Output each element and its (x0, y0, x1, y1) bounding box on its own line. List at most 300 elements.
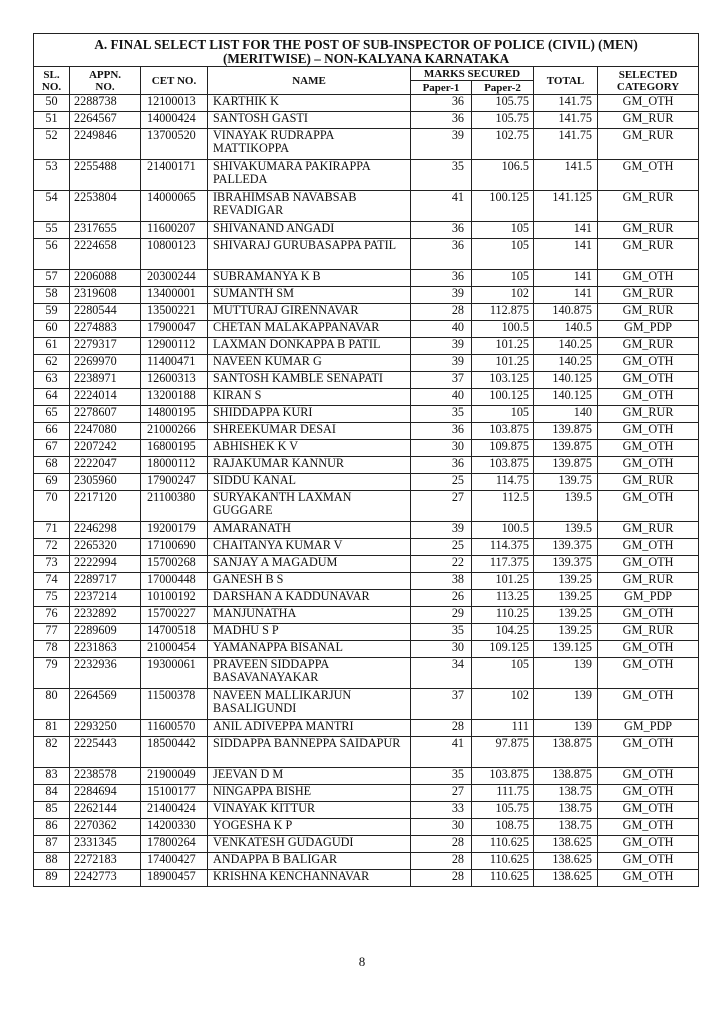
cell-cet-no: 17400427 (141, 853, 208, 870)
cell-sl-no: 80 (34, 689, 70, 720)
table-row (34, 389, 699, 406)
cell-paper-1: 37 (411, 689, 472, 720)
cell-category: GM_OTH (598, 539, 699, 556)
table-row (34, 819, 699, 836)
cell-paper-2: 114.75 (472, 474, 534, 491)
cell-name: IBRAHIMSAB NAVABSAB REVADIGAR (208, 191, 411, 222)
cell-name: SHIVARAJ GURUBASAPPA PATIL (208, 239, 411, 270)
cell-category: GM_OTH (598, 737, 699, 768)
cell-cet-no: 11600570 (141, 720, 208, 737)
cell-cet-no: 18500442 (141, 737, 208, 768)
cell-name: RAJAKUMAR KANNUR (208, 457, 411, 474)
cell-appn-no: 2224014 (70, 389, 141, 406)
cell-sl-no: 71 (34, 522, 70, 539)
cell-paper-2: 101.25 (472, 338, 534, 355)
cell-total: 141 (534, 239, 598, 270)
title-line-1: A. FINAL SELECT LIST FOR THE POST OF SUB-INSPECTOR OF POLICE (CIVIL) (MEN) (94, 36, 638, 52)
cell-appn-no: 2232892 (70, 607, 141, 624)
cell-sl-no: 72 (34, 539, 70, 556)
cell-paper-2: 113.25 (472, 590, 534, 607)
cell-cet-no: 17000448 (141, 573, 208, 590)
cell-category: GM_PDP (598, 720, 699, 737)
cell-sl-no: 85 (34, 802, 70, 819)
cell-sl-no: 84 (34, 785, 70, 802)
cell-sl-no: 78 (34, 641, 70, 658)
cell-category: GM_RUR (598, 287, 699, 304)
cell-total: 138.875 (534, 768, 598, 785)
cell-name: MANJUNATHA (208, 607, 411, 624)
cell-sl-no: 89 (34, 870, 70, 887)
document-title (34, 34, 699, 67)
table-row (34, 853, 699, 870)
cell-total: 139.5 (534, 491, 598, 522)
cell-cet-no: 21000266 (141, 423, 208, 440)
cell-total: 141.75 (534, 95, 598, 112)
header-row-1 (34, 67, 699, 81)
cell-paper-2: 101.25 (472, 573, 534, 590)
cell-sl-no: 54 (34, 191, 70, 222)
cell-total: 139 (534, 658, 598, 689)
cell-category: GM_OTH (598, 95, 699, 112)
table-row (34, 836, 699, 853)
table-row (34, 95, 699, 112)
cell-paper-2: 111.75 (472, 785, 534, 802)
header-name: NAME (208, 67, 411, 95)
cell-appn-no: 2288738 (70, 95, 141, 112)
cell-sl-no: 74 (34, 573, 70, 590)
cell-total: 140.25 (534, 338, 598, 355)
table-row (34, 870, 699, 887)
cell-paper-1: 25 (411, 539, 472, 556)
cell-paper-2: 103.875 (472, 423, 534, 440)
cell-total: 138.75 (534, 802, 598, 819)
cell-appn-no: 2284694 (70, 785, 141, 802)
cell-name: SIDDU KANAL (208, 474, 411, 491)
cell-total: 140.125 (534, 389, 598, 406)
cell-appn-no: 2264567 (70, 112, 141, 129)
cell-name: ANDAPPA B BALIGAR (208, 853, 411, 870)
cell-paper-1: 27 (411, 491, 472, 522)
cell-name: DARSHAN A KADDUNAVAR (208, 590, 411, 607)
cell-sl-no: 65 (34, 406, 70, 423)
cell-cet-no: 20300244 (141, 270, 208, 287)
cell-paper-1: 39 (411, 355, 472, 372)
cell-paper-2: 114.375 (472, 539, 534, 556)
cell-appn-no: 2265320 (70, 539, 141, 556)
cell-name: NINGAPPA BISHE (208, 785, 411, 802)
table-row (34, 641, 699, 658)
header-cet-no: CET NO. (141, 67, 208, 95)
table-row (34, 522, 699, 539)
cell-name: YAMANAPPA BISANAL (208, 641, 411, 658)
cell-appn-no: 2274883 (70, 321, 141, 338)
cell-sl-no: 59 (34, 304, 70, 321)
table-row (34, 129, 699, 160)
cell-paper-2: 103.875 (472, 457, 534, 474)
cell-appn-no: 2206088 (70, 270, 141, 287)
cell-name: VINAYAK RUDRAPPA MATTIKOPPA (208, 129, 411, 160)
cell-sl-no: 76 (34, 607, 70, 624)
cell-cet-no: 14800195 (141, 406, 208, 423)
title-row (34, 34, 699, 67)
cell-paper-1: 28 (411, 304, 472, 321)
table-row (34, 304, 699, 321)
cell-name: SUMANTH SM (208, 287, 411, 304)
cell-category: GM_OTH (598, 160, 699, 191)
page-number: 8 (358, 954, 366, 969)
cell-paper-1: 35 (411, 406, 472, 423)
cell-paper-1: 30 (411, 440, 472, 457)
cell-paper-2: 112.5 (472, 491, 534, 522)
cell-cet-no: 14700518 (141, 624, 208, 641)
cell-paper-2: 103.875 (472, 768, 534, 785)
cell-paper-1: 36 (411, 95, 472, 112)
cell-total: 139 (534, 689, 598, 720)
table-row (34, 191, 699, 222)
cell-total: 141 (534, 222, 598, 239)
cell-paper-1: 29 (411, 607, 472, 624)
cell-sl-no: 82 (34, 737, 70, 768)
table-row (34, 112, 699, 129)
cell-total: 139.875 (534, 457, 598, 474)
cell-sl-no: 61 (34, 338, 70, 355)
cell-sl-no: 69 (34, 474, 70, 491)
cell-category: GM_OTH (598, 870, 699, 887)
table-row (34, 222, 699, 239)
cell-name: SHREEKUMAR DESAI (208, 423, 411, 440)
cell-sl-no: 63 (34, 372, 70, 389)
cell-paper-1: 30 (411, 819, 472, 836)
cell-paper-1: 37 (411, 372, 472, 389)
cell-paper-2: 105 (472, 406, 534, 423)
cell-total: 140.875 (534, 304, 598, 321)
cell-category: GM_OTH (598, 607, 699, 624)
cell-appn-no: 2289609 (70, 624, 141, 641)
cell-name: KIRAN S (208, 389, 411, 406)
cell-cet-no: 21400424 (141, 802, 208, 819)
table-row (34, 539, 699, 556)
cell-total: 138.625 (534, 870, 598, 887)
cell-paper-1: 35 (411, 768, 472, 785)
cell-paper-1: 25 (411, 474, 472, 491)
header-paper-2: Paper-2 (472, 81, 534, 95)
cell-cet-no: 15700227 (141, 607, 208, 624)
cell-category: GM_PDP (598, 590, 699, 607)
table-row (34, 720, 699, 737)
cell-name: LAXMAN DONKAPPA B PATIL (208, 338, 411, 355)
cell-paper-1: 28 (411, 720, 472, 737)
cell-category: GM_OTH (598, 658, 699, 689)
cell-cet-no: 12600313 (141, 372, 208, 389)
cell-sl-no: 60 (34, 321, 70, 338)
cell-name: CHETAN MALAKAPPANAVAR (208, 321, 411, 338)
cell-appn-no: 2279317 (70, 338, 141, 355)
cell-cet-no: 15100177 (141, 785, 208, 802)
cell-cet-no: 13200188 (141, 389, 208, 406)
cell-paper-2: 111 (472, 720, 534, 737)
cell-category: GM_RUR (598, 406, 699, 423)
cell-appn-no: 2249846 (70, 129, 141, 160)
cell-sl-no: 79 (34, 658, 70, 689)
header-sl-no: SL. NO. (34, 67, 70, 95)
cell-appn-no: 2264569 (70, 689, 141, 720)
cell-cet-no: 19300061 (141, 658, 208, 689)
cell-cet-no: 11400471 (141, 355, 208, 372)
cell-paper-2: 110.625 (472, 853, 534, 870)
cell-paper-1: 36 (411, 222, 472, 239)
cell-name: NAVEEN MALLIKARJUN BASALIGUNDI (208, 689, 411, 720)
cell-total: 141 (534, 270, 598, 287)
cell-total: 141.125 (534, 191, 598, 222)
cell-paper-2: 97.875 (472, 737, 534, 768)
cell-category: GM_RUR (598, 522, 699, 539)
table-row (34, 270, 699, 287)
cell-appn-no: 2305960 (70, 474, 141, 491)
cell-total: 139.125 (534, 641, 598, 658)
cell-category: GM_OTH (598, 768, 699, 785)
header-appn-no: APPN. NO. (70, 67, 141, 95)
cell-category: GM_RUR (598, 624, 699, 641)
cell-category: GM_OTH (598, 556, 699, 573)
cell-appn-no: 2207242 (70, 440, 141, 457)
cell-paper-1: 35 (411, 160, 472, 191)
cell-paper-2: 117.375 (472, 556, 534, 573)
table-row (34, 607, 699, 624)
cell-cet-no: 21900049 (141, 768, 208, 785)
cell-total: 139 (534, 720, 598, 737)
table-row (34, 239, 699, 270)
cell-sl-no: 68 (34, 457, 70, 474)
cell-category: GM_RUR (598, 129, 699, 160)
cell-total: 139.375 (534, 556, 598, 573)
cell-cet-no: 17900247 (141, 474, 208, 491)
cell-paper-1: 39 (411, 287, 472, 304)
cell-total: 139.25 (534, 607, 598, 624)
select-list-sheet (33, 33, 698, 887)
table-row (34, 355, 699, 372)
table-row (34, 768, 699, 785)
cell-paper-1: 36 (411, 423, 472, 440)
cell-total: 141.75 (534, 112, 598, 129)
cell-paper-2: 100.5 (472, 522, 534, 539)
cell-total: 140 (534, 406, 598, 423)
table-row (34, 737, 699, 768)
cell-paper-2: 110.625 (472, 836, 534, 853)
cell-appn-no: 2262144 (70, 802, 141, 819)
cell-sl-no: 64 (34, 389, 70, 406)
cell-total: 138.625 (534, 853, 598, 870)
cell-name: KRISHNA KENCHANNAVAR (208, 870, 411, 887)
cell-paper-1: 40 (411, 389, 472, 406)
cell-category: GM_OTH (598, 372, 699, 389)
cell-total: 138.75 (534, 785, 598, 802)
cell-appn-no: 2272183 (70, 853, 141, 870)
cell-sl-no: 58 (34, 287, 70, 304)
cell-name: VINAYAK KITTUR (208, 802, 411, 819)
cell-category: GM_RUR (598, 191, 699, 222)
header-total: TOTAL (534, 67, 598, 95)
cell-sl-no: 51 (34, 112, 70, 129)
cell-sl-no: 67 (34, 440, 70, 457)
cell-total: 139.25 (534, 624, 598, 641)
cell-total: 138.625 (534, 836, 598, 853)
cell-appn-no: 2238578 (70, 768, 141, 785)
cell-paper-1: 30 (411, 641, 472, 658)
cell-paper-2: 110.25 (472, 607, 534, 624)
cell-name: SHIDDAPPA KURI (208, 406, 411, 423)
cell-paper-2: 102.75 (472, 129, 534, 160)
table-row (34, 321, 699, 338)
cell-total: 138.875 (534, 737, 598, 768)
cell-appn-no: 2232936 (70, 658, 141, 689)
cell-appn-no: 2331345 (70, 836, 141, 853)
select-list-table (33, 33, 699, 887)
cell-category: GM_RUR (598, 239, 699, 270)
cell-paper-1: 36 (411, 270, 472, 287)
table-row (34, 590, 699, 607)
cell-total: 141.5 (534, 160, 598, 191)
cell-appn-no: 2269970 (70, 355, 141, 372)
cell-cet-no: 17900047 (141, 321, 208, 338)
cell-category: GM_OTH (598, 389, 699, 406)
cell-sl-no: 66 (34, 423, 70, 440)
cell-name: JEEVAN D M (208, 768, 411, 785)
cell-paper-2: 102 (472, 287, 534, 304)
cell-category: GM_OTH (598, 802, 699, 819)
table-row (34, 457, 699, 474)
cell-total: 139.875 (534, 440, 598, 457)
cell-cet-no: 18000112 (141, 457, 208, 474)
cell-category: GM_OTH (598, 785, 699, 802)
cell-total: 139.25 (534, 590, 598, 607)
cell-name: CHAITANYA KUMAR V (208, 539, 411, 556)
cell-appn-no: 2237214 (70, 590, 141, 607)
cell-cet-no: 21100380 (141, 491, 208, 522)
cell-paper-1: 26 (411, 590, 472, 607)
cell-sl-no: 52 (34, 129, 70, 160)
table-row (34, 338, 699, 355)
cell-name: YOGESHA K P (208, 819, 411, 836)
cell-name: SUBRAMANYA K B (208, 270, 411, 287)
header-paper-1: Paper-1 (411, 81, 472, 95)
cell-appn-no: 2224658 (70, 239, 141, 270)
cell-sl-no: 77 (34, 624, 70, 641)
cell-sl-no: 62 (34, 355, 70, 372)
cell-paper-2: 100.125 (472, 191, 534, 222)
cell-appn-no: 2293250 (70, 720, 141, 737)
cell-sl-no: 55 (34, 222, 70, 239)
cell-name: SANTOSH KAMBLE SENAPATI (208, 372, 411, 389)
cell-name: SURYAKANTH LAXMAN GUGGARE (208, 491, 411, 522)
cell-appn-no: 2242773 (70, 870, 141, 887)
cell-appn-no: 2289717 (70, 573, 141, 590)
cell-total: 139.875 (534, 423, 598, 440)
cell-cet-no: 12100013 (141, 95, 208, 112)
cell-appn-no: 2246298 (70, 522, 141, 539)
cell-category: GM_OTH (598, 853, 699, 870)
table-row (34, 785, 699, 802)
table-row (34, 802, 699, 819)
table-row (34, 372, 699, 389)
header-selected-category: SELECTED CATEGORY (598, 67, 699, 95)
cell-sl-no: 83 (34, 768, 70, 785)
cell-category: GM_OTH (598, 819, 699, 836)
cell-appn-no: 2238971 (70, 372, 141, 389)
cell-category: GM_OTH (598, 836, 699, 853)
cell-paper-1: 28 (411, 870, 472, 887)
cell-sl-no: 86 (34, 819, 70, 836)
cell-category: GM_RUR (598, 304, 699, 321)
cell-paper-1: 28 (411, 853, 472, 870)
cell-category: GM_OTH (598, 423, 699, 440)
cell-name: SHIVANAND ANGADI (208, 222, 411, 239)
cell-cet-no: 11500378 (141, 689, 208, 720)
cell-paper-1: 39 (411, 522, 472, 539)
cell-paper-2: 106.5 (472, 160, 534, 191)
cell-paper-2: 112.875 (472, 304, 534, 321)
table-row (34, 689, 699, 720)
cell-appn-no: 2225443 (70, 737, 141, 768)
cell-name: VENKATESH GUDAGUDI (208, 836, 411, 853)
cell-paper-1: 22 (411, 556, 472, 573)
cell-cet-no: 10100192 (141, 590, 208, 607)
cell-sl-no: 87 (34, 836, 70, 853)
table-row (34, 287, 699, 304)
cell-sl-no: 88 (34, 853, 70, 870)
cell-category: GM_RUR (598, 338, 699, 355)
cell-appn-no: 2270362 (70, 819, 141, 836)
cell-paper-2: 105.75 (472, 95, 534, 112)
table-row (34, 423, 699, 440)
cell-paper-2: 105 (472, 270, 534, 287)
cell-sl-no: 73 (34, 556, 70, 573)
table-row (34, 440, 699, 457)
cell-total: 139.375 (534, 539, 598, 556)
cell-name: SIDDAPPA BANNEPPA SAIDAPUR (208, 737, 411, 768)
cell-paper-2: 108.75 (472, 819, 534, 836)
cell-name: SANJAY A MAGADUM (208, 556, 411, 573)
cell-cet-no: 18900457 (141, 870, 208, 887)
cell-name: GANESH B S (208, 573, 411, 590)
cell-cet-no: 14000065 (141, 191, 208, 222)
cell-category: GM_OTH (598, 270, 699, 287)
cell-appn-no: 2217120 (70, 491, 141, 522)
cell-cet-no: 12900112 (141, 338, 208, 355)
cell-name: SHIVAKUMARA PAKIRAPPA PALLEDA (208, 160, 411, 191)
cell-paper-2: 109.875 (472, 440, 534, 457)
cell-name: PRAVEEN SIDDAPPA BASAVANAYAKAR (208, 658, 411, 689)
cell-cet-no: 14200330 (141, 819, 208, 836)
cell-sl-no: 53 (34, 160, 70, 191)
cell-total: 140.125 (534, 372, 598, 389)
cell-paper-2: 109.125 (472, 641, 534, 658)
cell-paper-2: 105 (472, 239, 534, 270)
cell-sl-no: 81 (34, 720, 70, 737)
cell-appn-no: 2255488 (70, 160, 141, 191)
cell-appn-no: 2278607 (70, 406, 141, 423)
cell-sl-no: 70 (34, 491, 70, 522)
cell-paper-1: 35 (411, 624, 472, 641)
cell-appn-no: 2319608 (70, 287, 141, 304)
cell-cet-no: 21400171 (141, 160, 208, 191)
table-row (34, 406, 699, 423)
cell-paper-1: 39 (411, 338, 472, 355)
cell-cet-no: 13400001 (141, 287, 208, 304)
cell-cet-no: 17800264 (141, 836, 208, 853)
cell-name: SANTOSH GASTI (208, 112, 411, 129)
cell-total: 141.75 (534, 129, 598, 160)
table-row (34, 474, 699, 491)
